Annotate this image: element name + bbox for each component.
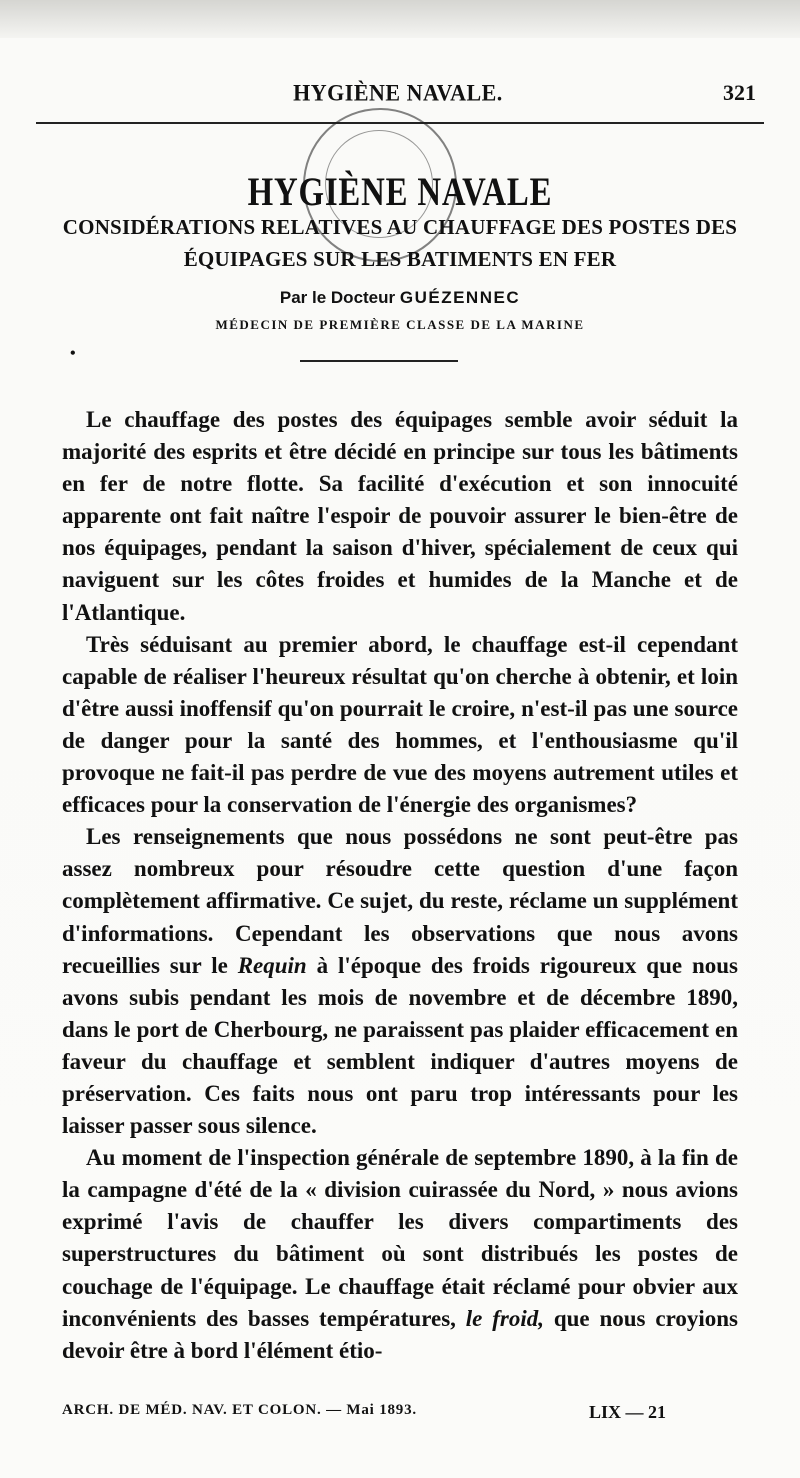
running-header <box>40 80 756 110</box>
paragraph-3-text-cont: à l'époque des froids rigoureux que nous avons subis pendant les mois de novembre et de décembre 1890, dans le port de Cherbourg, ne paraissent pas plaider efficacement en faveur du chauffage et semblent indiquer d'autres moyens de préservation. Ces faits nous ont paru trop intéressants pour les laisser passer sous silence. <box>62 952 738 1139</box>
paragraph-4-text: Au moment de l'inspection générale de septembre 1890, à la fin de la campagne d'été de la « division cuirassée du Nord, » nous avions exprimé l'avis de chauffer les divers compartiments des superstructures du bâtiment où sont distribués les postes de couchage de l'équipage. Le chauffage était réclamé pour obvier aux inconvénients des basses températures, <box>62 1145 738 1331</box>
signature-mark: LIX — 21 <box>588 1402 666 1422</box>
paragraph-4 <box>62 1142 738 1367</box>
paragraph-2: Très séduisant au premier abord, le chauffage est-il cependant capable de réaliser l'heureux résultat qu'on cherche à obtenir, et loin d'être aussi inoffensif qu'on pourrait le croire, n'est-il pas une source de danger pour la santé des hommes, et l'enthousiasme qu'il provoque ne fait-il pas perdre de vue des moyens autrement utiles et efficaces pour la conservation de l'énergie des organismes? <box>62 631 738 818</box>
journal-citation: ARCH. DE MÉD. NAV. ET COLON. — Mai 1893. <box>62 1402 417 1418</box>
page-top-edge <box>0 0 800 38</box>
page-footer <box>62 1402 738 1426</box>
paragraph-4-text-cont: que nous croyions devoir être à bord l'élément étio- <box>62 1305 738 1363</box>
author-name: GUÉZENNEC <box>399 288 521 307</box>
author-affiliation: MÉDECIN DE PREMIÈRE CLASSE DE LA MARINE <box>215 317 585 332</box>
title-rule <box>300 360 458 362</box>
page-number: 321 <box>723 80 756 105</box>
article-title: HYGIÈNE NAVALE <box>247 169 553 214</box>
byline <box>0 288 800 308</box>
paragraph-3-text: Les renseignements que nous possédons ne sont peut-être pas assez nombreux pour résoudre cette question d'une façon complètement affirmative. Ce sujet, du reste, réclame un supplément d'informations. Cependant les observations que nous avons recueillies sur le <box>62 824 738 978</box>
running-title: HYGIÈNE NAVALE. <box>293 79 503 106</box>
margin-mark: • <box>70 345 76 362</box>
ship-name: Requin <box>237 952 307 978</box>
emphasis-le-froid: le froid, <box>465 1305 544 1331</box>
byline-prefix: Par le Docteur <box>279 288 396 307</box>
paragraph-1: Le chauffage des postes des équipages semble avoir séduit la majorité des esprits et être décidé en principe sur tous les bâtiments en fer de notre flotte. Sa facilité d'exécution et son innocuité apparente ont fait naître l'espoir de pouvoir assurer le bien-être de nos équipages, pendant la saison d'hiver, spécialement de ceux qui naviguent sur les côtes froides et humides de la Manche et de l'Atlantique. <box>62 407 738 625</box>
article-body <box>62 404 738 1367</box>
subtitle-line-1: CONSIDÉRATIONS RELATIVES AU CHAUFFAGE DES POSTES DES <box>62 215 738 239</box>
subtitle-line-2: ÉQUIPAGES SUR LES BATIMENTS EN FER <box>183 247 617 271</box>
paragraph-3 <box>62 821 738 1142</box>
